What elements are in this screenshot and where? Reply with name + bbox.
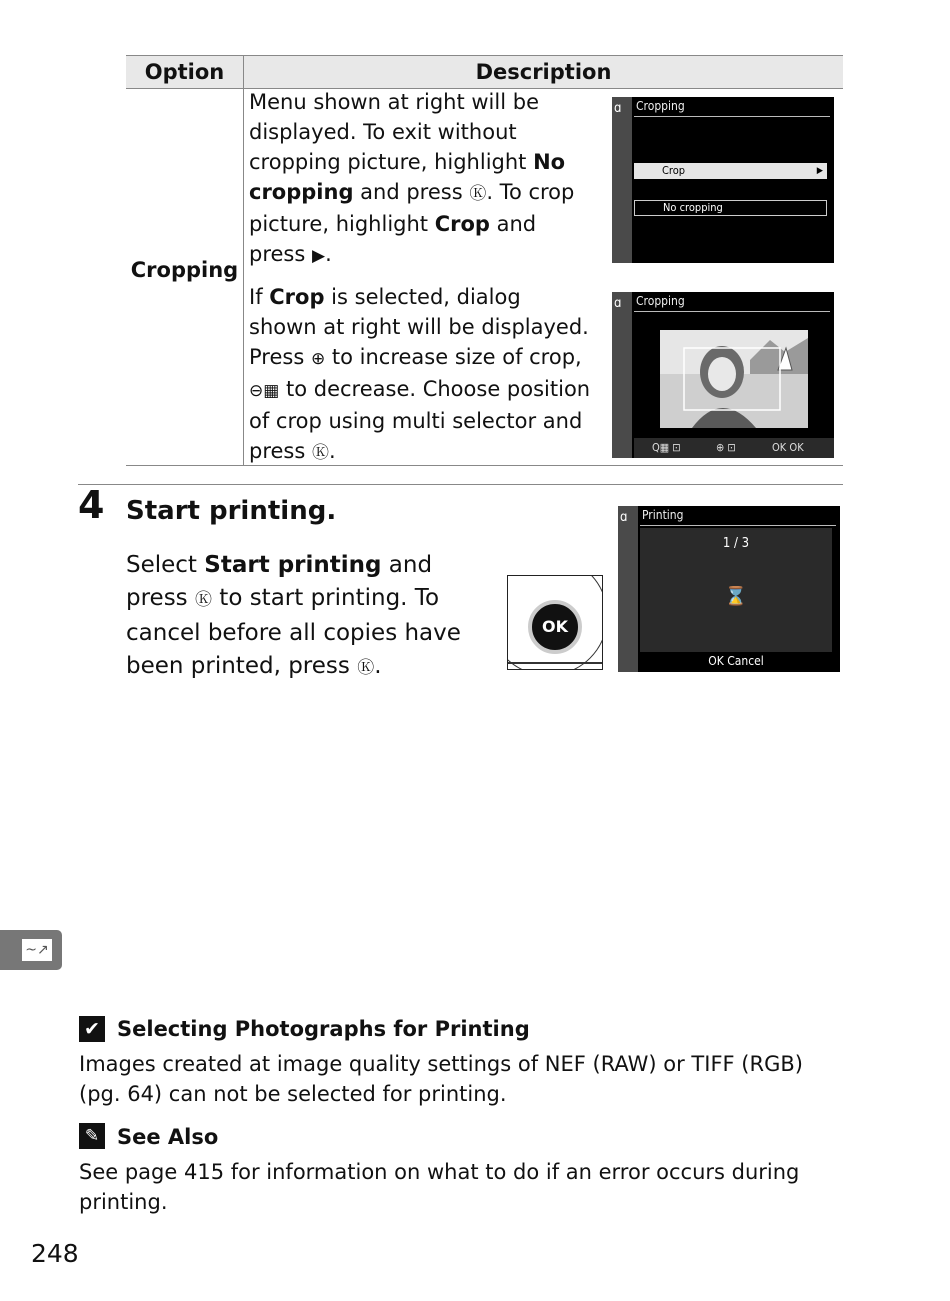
ok-button-icon: Ⓚ [357,658,375,678]
step-number: 4 [78,483,105,527]
screen-printing [618,506,840,672]
print-menu-icon: ɑ [614,101,622,116]
zoom-in-icon: ⊕ [310,349,326,369]
hourglass-icon: ⌛ [724,586,748,607]
zoom-out-icon: ⊖▦ [249,381,280,401]
screen-title: Cropping [636,294,685,308]
ok-hint: OK OK [772,441,804,454]
menu-sidebar [618,506,638,672]
print-counter: 1 / 3 [722,536,750,551]
cancel-hint: OK Cancel [708,654,764,668]
connection-icon: ~↗ [22,939,52,961]
note-text: Images created at image quality settings of NEF (RAW) or TIFF (RGB) (pg. 64) can not be selected for printing. [79,1052,803,1106]
camera-ok-button-illustration [507,575,603,670]
table-header-option: Option [144,60,225,84]
ok-button-icon: Ⓚ [469,184,487,204]
pencil-icon: ✎ [79,1123,105,1149]
preview-photo [660,330,808,428]
step-instructions: Select Start printing and press Ⓚ to start printing. To cancel before all copies have been printed, press Ⓚ. [126,552,461,679]
right-arrow-icon: ▶ [311,246,326,266]
ok-button-icon: Ⓚ [194,590,212,610]
table-row-option-label: Cropping [130,258,239,282]
zoom-in-hint: ⊕ ⊡ [716,441,736,454]
zoom-out-hint: Q▦ ⊡ [652,441,681,454]
menu-item-crop[interactable]: Crop ▶ [634,163,827,179]
print-menu-icon: ɑ [614,296,622,311]
screen-title: Printing [642,508,684,522]
note-heading: Selecting Photographs for Printing [117,1017,530,1041]
menu-item-no-cropping[interactable]: No cropping [634,200,827,216]
menu-sidebar [612,97,632,263]
description-paragraph-2: If Crop is selected, dialog shown at right will be displayed. Press ⊕ to increase size of crop, ⊖▦ to decrease. Choose position of crop using multi selector and press Ⓚ. [249,285,591,463]
page-number: 248 [31,1239,79,1268]
dialog-footer [634,438,834,458]
right-arrow-icon: ▶ [816,166,823,176]
table-header-description: Description [475,60,612,84]
description-paragraph-1: Menu shown at right will be displayed. To exit without cropping picture, highlight No cropping and press Ⓚ. To crop picture, highlight Crop and press ▶. [249,90,575,266]
screen-cropping-menu [612,97,834,263]
menu-sidebar [612,292,632,458]
screen-title: Cropping [636,99,685,113]
step-divider [78,484,843,485]
step-title: Start printing. [126,496,337,526]
screen-cropping-dialog [612,292,834,458]
table-column-divider [243,56,244,466]
section-tab [0,930,62,970]
see-also-heading: See Also [117,1125,219,1149]
checkmark-icon: ✔ [79,1016,105,1042]
ok-button-icon: Ⓚ [311,443,329,463]
see-also-text: See page 415 for information on what to do if an error occurs during printing. [79,1160,800,1214]
ok-button-label: OK [542,617,568,636]
print-menu-icon: ɑ [620,510,628,525]
